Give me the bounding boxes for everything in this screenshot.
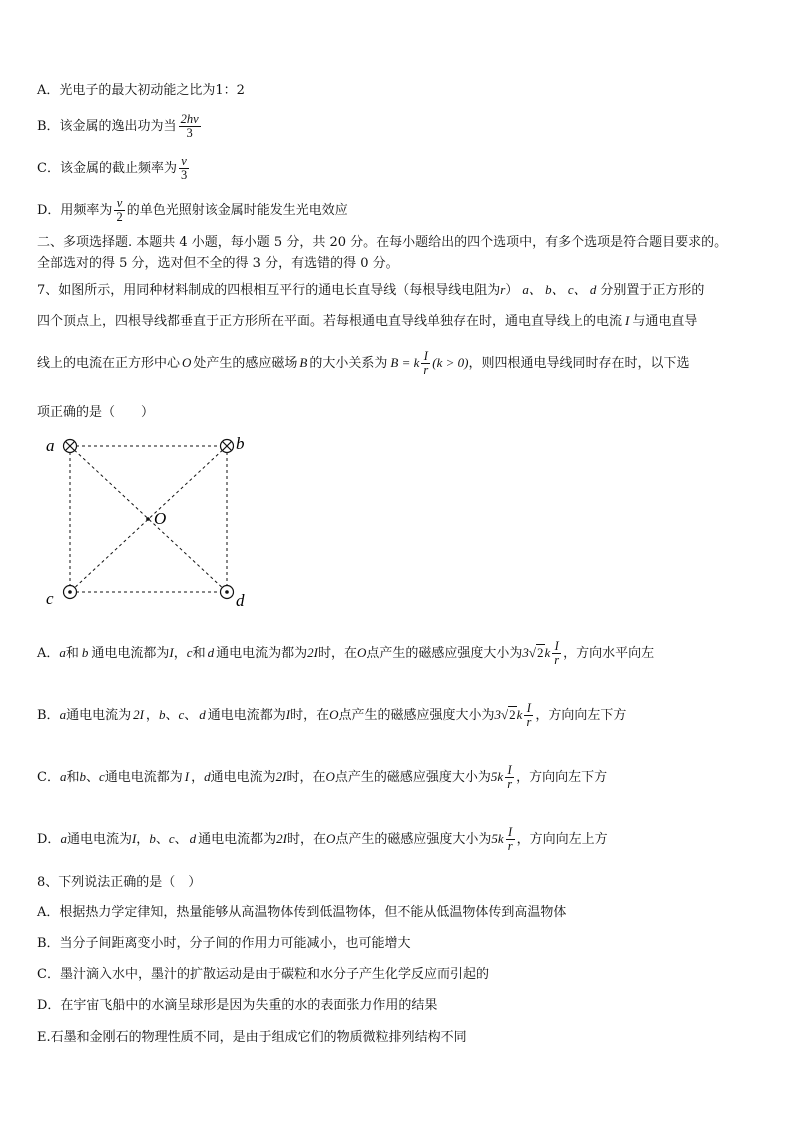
q7-stem-line4: 项正确的是（ ） (37, 405, 155, 420)
q7-option-a: A．a和 b 通电电流都为I，c和 d 通电电流为都为2I时，在O点产生的磁感应强度大小为3√2k $\frac{I}{r}$ ，方向水平向左 (37, 639, 655, 667)
label-a: a (46, 436, 55, 455)
q8-stem: 8、下列说法正确的是（ ） (37, 875, 202, 890)
wire-d-out-of-page-icon (221, 586, 234, 599)
q8-option-a: A．根据热力学定律知，热量能够从高温物体传到低温物体，但不能从低温物体传到高温物体 (37, 905, 567, 920)
fraction: $\frac{I}{r}$ (507, 825, 513, 853)
fraction: $\frac{I}{r}$ (554, 639, 560, 667)
q7-stem-line2: 四个顶点上，四根导线都垂直于正方形所在平面。若每根通电直导线单独存在时，通电直导线上的电流 I 与通电直导 (37, 313, 698, 329)
q8-option-e: E.石墨和金刚石的物理性质不同，是由于组成它们的物质微粒排列结构不同 (37, 1030, 467, 1045)
label-b: b (236, 434, 245, 453)
q6-option-d: D．用频率为 $\frac{\nu}{2}$ 的单色光照射该金属时能发生光电效应 (37, 196, 348, 224)
q8-option-d: D．在宇宙飞船中的水滴呈球形是因为失重的水的表面张力作用的结果 (37, 998, 438, 1013)
q7-stem-line3: 线上的电流在正方形中心 O 处产生的感应磁场 B 的大小关系为 B = k $\frac{I}{r}$ (k > 0)，则四根通电导线同时存在时，以下选 (37, 349, 690, 377)
section-heading-line2: 全部选对的得 5 分，选对但不全的得 3 分，有选错的得 0 分。 (37, 256, 399, 271)
q7-stem-line1: 7、如图所示，用同种材料制成的四根相互平行的通电长直导线（每根导线电阻为r） a、 b、 c、 d 分别置于正方形的 (37, 282, 705, 298)
q6-option-a: A．光电子的最大初动能之比为1：2 (37, 83, 245, 98)
label-o: O (154, 509, 167, 528)
label-d: d (236, 591, 245, 610)
wire-c-out-of-page-icon (64, 586, 77, 599)
wire-b-into-page-icon (221, 440, 234, 453)
label-c: c (46, 589, 54, 608)
wire-a-into-page-icon (64, 440, 77, 453)
fraction: $\frac{I}{r}$ (507, 763, 513, 791)
section-heading-line1: 二、多项选择题. 本题共 4 小题，每小题 5 分，共 20 分。在每小题给出的四个选项中，有多个选项是符合题目要求的。 (37, 235, 728, 250)
fraction: $\frac{2h\nu}{3}$ (180, 112, 199, 140)
fraction: $\frac{\nu}{3}$ (180, 154, 188, 182)
q6-option-c: C．该金属的截止频率为 $\frac{\nu}{3}$ (37, 154, 188, 182)
q8-option-b: B．当分子间距离变小时，分子间的作用力可能减小，也可能增大 (37, 936, 411, 951)
q6-option-b: B．该金属的逸出功为当 $\frac{2h\nu}{3}$ (37, 112, 199, 140)
q7-option-d: D．a通电电流为I，b、c、 d 通电电流都为2I时，在O点产生的磁感应强度大小为5k $\frac{I}{r}$ ，方向向左上方 (37, 825, 608, 853)
q8-option-c: C．墨汁滴入水中，墨汁的扩散运动是由于碳粒和水分子产生化学反应而引起的 (37, 967, 489, 982)
q7-option-c: C．a和b、c通电电流都为 I ，d通电电流为2I时，在O点产生的磁感应强度大小为5k $\frac{I}{r}$ ，方向向左下方 (37, 763, 608, 791)
wire-square-diagram (40, 430, 260, 610)
fraction: $\frac{\nu}{2}$ (116, 196, 123, 224)
fraction: $\frac{I}{r}$ (526, 701, 532, 729)
center-point (146, 517, 150, 521)
fraction: $\frac{I}{r}$ (423, 349, 429, 377)
q7-option-b: B．a通电电流为 2I ，b、c、 d 通电电流都为I时，在O点产生的磁感应强度大小为3√2k $\frac{I}{r}$ ，方向向左下方 (37, 701, 627, 729)
